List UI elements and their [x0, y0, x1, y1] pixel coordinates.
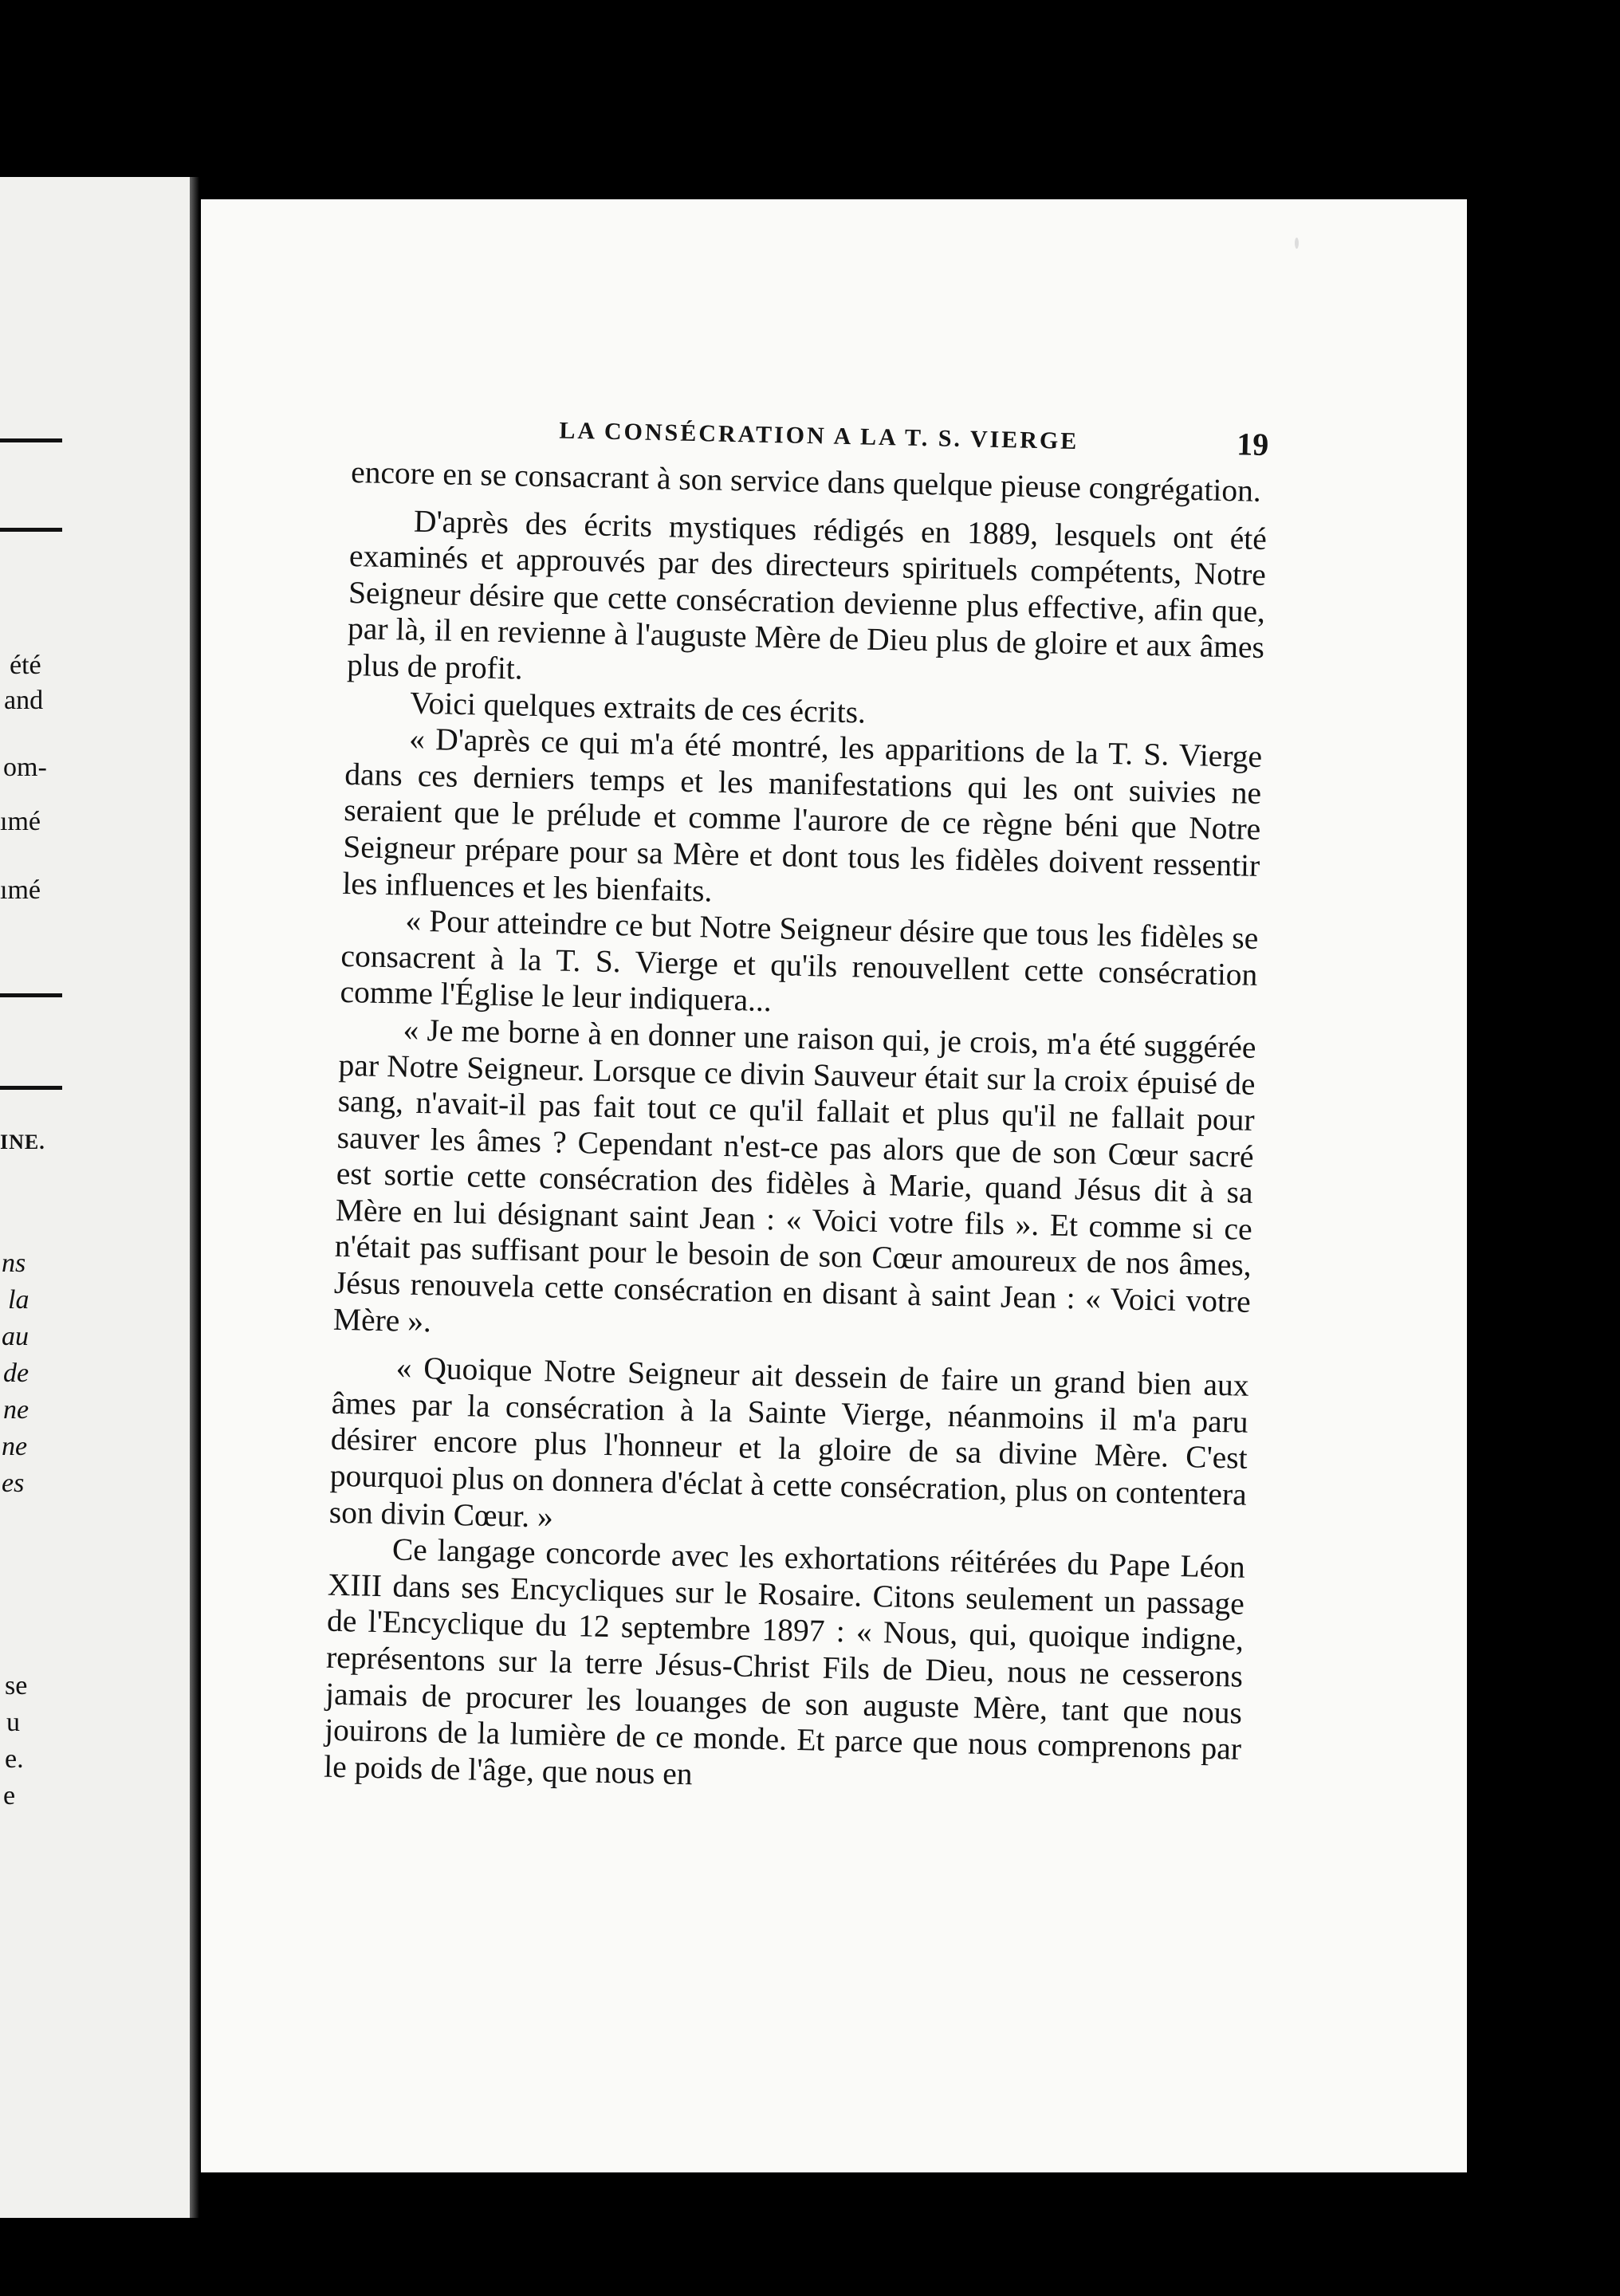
- paragraph: D'après des écrits mystiques rédigés en 1889, lesquels ont été examinés et approuvés par des directeurs spirituels compétents, Notre Seigneur désire que cette consécration devienne plus effective, afin que, par là, il en revienne à l'auguste Mère de Dieu plus de gloire et aux âmes plus de profit.: [346, 503, 1268, 686]
- left-page-fragment: au: [2, 1322, 29, 1351]
- page-content: [324, 407, 1269, 1804]
- paragraph: Voici quelques extraits de ces écrits.: [409, 685, 867, 730]
- left-page-rule: [0, 1086, 62, 1090]
- left-page-fragment: ne: [2, 1432, 28, 1461]
- left-page-fragment: om-: [3, 753, 47, 782]
- left-page-fragment: e: [3, 1781, 16, 1810]
- left-page-fragment: se: [5, 1671, 28, 1700]
- paragraph: « Quoique Notre Seigneur ait dessein de faire un grand bien aux âmes par la consécration à la Sainte Vierge, néanmoins il m'a paru désirer encore plus l'honneur et la gloire de sa divine Mère. C'est pourquoi plus on donnera d'éclat à cette consécration, plus on contentera son divin Cœur. »: [328, 1350, 1249, 1535]
- running-title: LA CONSÉCRATION A LA T. S. VIERGE: [559, 417, 1079, 455]
- left-page-fragment: ımé: [0, 875, 41, 905]
- left-page-fragment: ns: [2, 1248, 26, 1278]
- page-number: 19: [1236, 426, 1269, 463]
- left-page-fragment: and: [4, 686, 44, 715]
- left-facing-page: [0, 177, 190, 2218]
- paragraph: encore en se consacrant à son service dans quelque pieuse congrégation.: [350, 454, 1262, 509]
- paragraph: « Je me borne à en donner une raison qui, je crois, m'a été suggérée par Notre Seigneur. Lorsque ce divin Sauveur était sur la croix épuisé de sang, n'avait-il pas fait tout ce qu'il fallait et plus qu'il ne fallait pour sauver les âmes ? Cependant n'est-ce pas alors que de son Cœur sacré est sortie cette consécration des fidèles à Marie, quand Jésus dit à sa Mère en lui désignant saint Jean : « Voici votre fils ». Et comme si ce n'était pas suffisant pour le besoin de son Cœur amoureux de nos âmes, Jésus renouvela cette consécration en disant à saint Jean : « Voici votre Mère ».: [332, 1012, 1256, 1339]
- left-page-fragment: INE.: [0, 1130, 45, 1154]
- paragraph: Ce langage concorde avec les exhortations réitérées du Pape Léon XIII dans ses Encycliques sur le Rosaire. Citons seulement un passage de l'Encyclique du 12 septembre 1897 : « Nous, qui, quoique indigne, représentons sur la terre Jésus-Christ Fils de Dieu, nous ne cesserons jamais de procurer les louanges de son auguste Mère, tant que nous jouirons de la lumière de ce monde. Et parce que nous comprenons par le poids de l'âge, que nous en: [323, 1531, 1246, 1792]
- left-page-fragment: e.: [5, 1744, 24, 1774]
- left-page-fragment: été: [10, 651, 41, 680]
- body-text: [324, 454, 1268, 1804]
- paragraph: « Pour atteindre ce but Notre Seigneur désire que tous les fidèles se consacrent à la T. S. Vierge et qu'ils renouvellent cette consécration comme l'Église le leur indiquera...: [340, 902, 1259, 1019]
- paragraph: « D'après ce qui m'a été montré, les apparitions de la T. S. Vierge dans ces derniers temps et les manifestations qui les ont suivies ne seraient que le prélude et comme l'aurore de ce règne béni que Notre Seigneur prépare pour sa Mère et dont tous les fidèles doivent ressentir les influences et les bienfaits.: [342, 721, 1263, 909]
- left-page-fragment: ımé: [0, 807, 41, 836]
- book-page: [201, 199, 1467, 2172]
- dust-speck: [1295, 238, 1299, 249]
- left-page-rule: [0, 438, 62, 442]
- left-page-rule: [0, 993, 62, 997]
- book-gutter: [190, 177, 199, 2218]
- left-page-rule: [0, 528, 62, 532]
- left-page-fragment: de: [3, 1358, 29, 1388]
- left-page-fragment: es: [2, 1468, 25, 1498]
- left-page-fragment: la: [8, 1285, 29, 1315]
- left-page-fragment: u: [6, 1708, 20, 1737]
- left-page-fragment: ne: [3, 1395, 29, 1425]
